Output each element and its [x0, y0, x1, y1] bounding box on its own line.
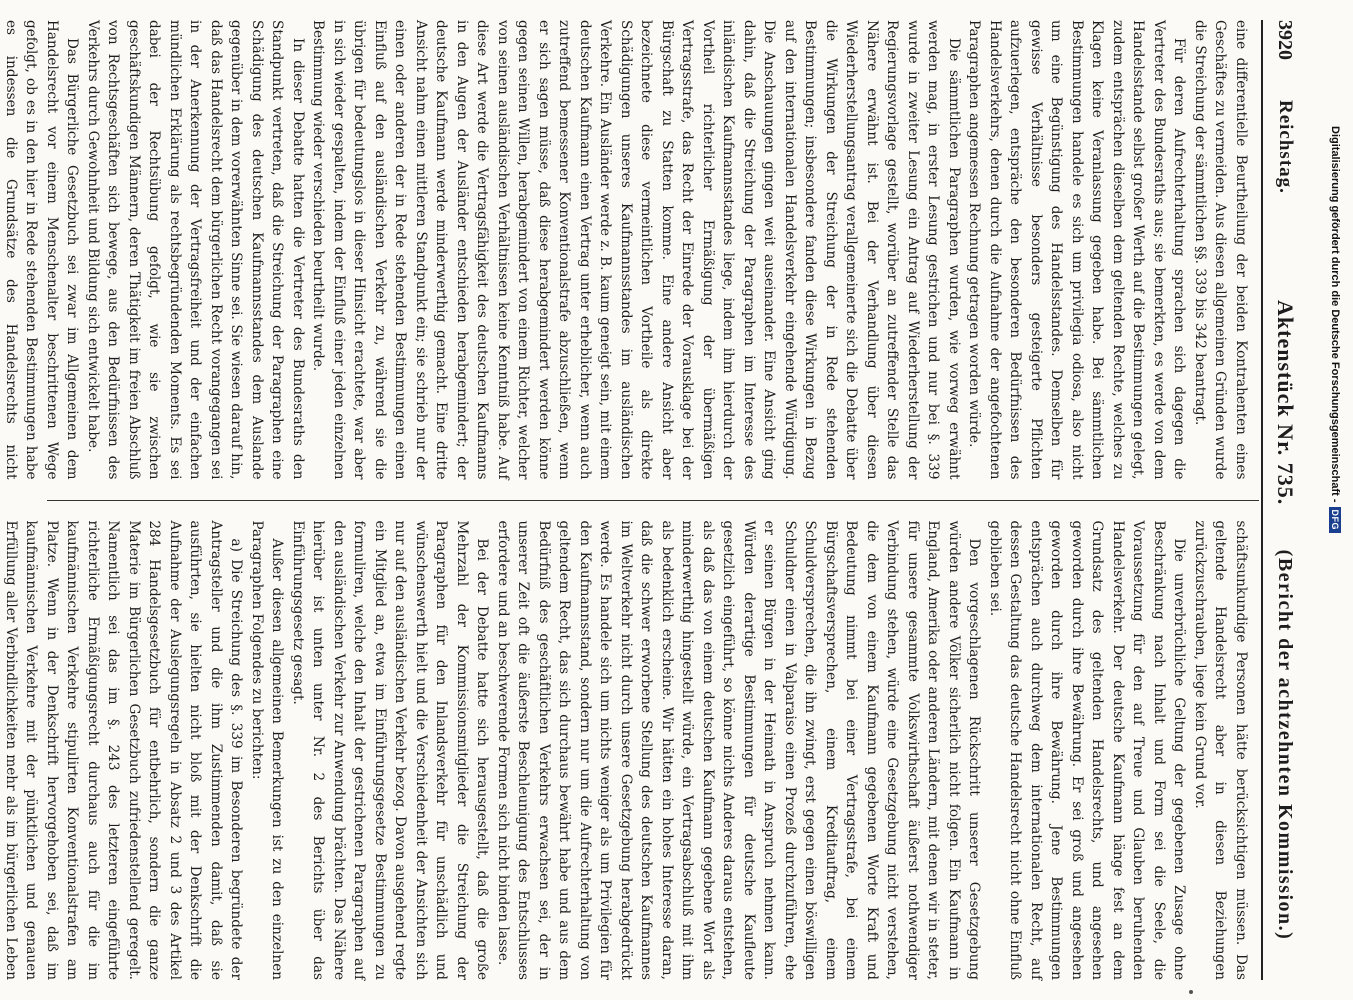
- paragraph: Den vorgeschlagenen Rückschritt unserer Gesetzgebung würden andere Völker sicherlich nicht folgen. Ein Kaufmann in England, Amerika oder anderen Ländern, mit denen wir in steter, für unsere gesammte Volkswirthschaft äußerst nothwendiger Verbindung stehen, würde eine Gesetzgebung nicht verstehen, die dem von einem Kaufmann gegebenen Worte Kraft und Bedeutung nimmt bei einer Vertragsstrafe, bei einem Bürgschaftsversprechen, einem Kreditauftrag, einem Schuldversprechen, die ihn zwingt, erst gegen einen böswilligen Schuldner einen in Valparaiso einen Prozeß durchzuführen, ehe er seinen Bürgen in der Heimath in Anspruch nehmen kann. Würden derartige Bestimmungen für deutsche Kaufleute gesetzlich eingeführt, so könne nichts Anderes daraus entstehen, als daß das von einem deutschen Kaufmann gegebene Wort als minderwerthig hingestellt würde, ein Vertragsabschluß mit ihm als bedenklich erscheine. Wir hätten ein hohes Interesse daran, daß die schwer erworbene Stellung des deutschen Kaufmannes im Weltverkehr nicht durch unsere Gesetzgebung herabgedrückt werde. Es handele sich um nichts weniger als um Privilegien für den Kaufmannsstand, sondern nur um die Aufrechterhaltung von geltendem Recht, das sich durchaus bewährt habe und aus dem Bedürfniß des geschäftlichen Verkehrs erwachsen sei, der in unserer Zeit oft die äußerste Beschleunigung des Entschlusses erfordere und an beschwerende Formen sich nicht binden lasse.: [494, 520, 982, 980]
- column-divider: [47, 500, 1259, 501]
- paragraph: In dieser Debatte hatten die Vertreter des Bundesraths den Standpunkt vertreten, daß die Streichung der Paragraphen eine Schädigung des deutschen Kaufmannsstandes dem Auslande gegenüber in dem vorerwähnten Sinne sei. Sie wiesen darauf hin, daß das Handelsrecht dem bürgerlichen Recht vorangegangen sei in der Anerkennung der Vertragsfreiheit und der einfachen mündlichen Erklärung als rechtsbegründenden Moments. Es sei dabei der Rechtsübung gefolgt, wie sie zwischen geschäftskundigen Männern, deren Thätigkeit im freien Abschluß von Rechtsgeschäften sich bewege, aus den Bedürfnissen des Verkehrs durch Gewohnheit und Bildung sich entwickelt habe.: [84, 20, 306, 480]
- paragraph: Außer diesen allgemeinen Bemerkungen ist zu den einzelnen Paragraphen Folgendes zu berichten:: [248, 520, 285, 980]
- paragraph: Die sämmtlichen Paragraphen wurden, wie vorweg erwähnt werden mag, in erster Lesung gestrichen und nur bei §. 339 wurde in zweiter Lesung ein Antrag auf Wiederherstellung der Regierungsvorlage gestellt, worüber an zutreffender Stelle das Nähere erwähnt ist. Bei der Verhandlung über diesen Wiederherstellungsantrag verallgemeinerte sich die Debatte über die Wirkungen der Streichung der in Rede stehenden Bestimmungen; insbesondere fanden diese Wirkungen in Bezug auf den internationalen Handelsverkehr eingehende Würdigung. Die Anschauungen gingen weit auseinander. Eine Ansicht ging dahin, daß die Streichung der Paragraphen im Interesse des inländischen Kaufmannsstandes liege, indem ihm hierdurch der Vortheil richterlicher Ermäßigung der übermäßigen Vertragsstrafe, das Recht der Einrede der Vorausklage bei der Bürgschaft zu Statten komme. Eine andere Ansicht aber bezeichnete diese vermeintlichen Vortheile als direkte Schädigungen unseres Kaufmannsstandes im ausländischen Verkehre. Ein Ausländer werde z. B. kaum geneigt sein, mit einem deutschen Kaufmann einen Vertrag unter erheblicher, wenn auch zutreffend bemessener Konventionalstrafe abzuschließen, wenn er sich sagen müsse, daß diese herabgemindert werden könne gegen seinen Willen, herabgemindert von einem Richter, welcher von seinen ausländischen Verhältnissen keine Kenntniß habe. Auf diese Art werde die Vertragsfähigkeit des deutschen Kaufmanns in den Augen der Ausländer entschieden herabgemindert; der deutsche Kaufmann werde minderwerthig gemacht. Eine dritte Ansicht nahm einen mittleren Standpunkt ein; sie schrieb nur der einen oder anderen der in Rede stehenden Bestimmungen einen Einfluß auf den ausländischen Verkehr zu, während sie die übrigen für bedeutungslos in dieser Hinsicht erachtete, war aber in sich wieder gespalten, indem der Einfluß einer jeden einzelnen Bestimmung wieder verschieden beurtheilt wurde.: [310, 20, 962, 480]
- page-header: [1261, 20, 1307, 980]
- document-number: Aktenstück Nr. 735.: [1272, 300, 1298, 506]
- paragraph: eine differentielle Beurtheilung der beiden Kontrahenten eines Geschäftes zu vermeiden. Aus diesen allgemeinen Gründen wurde die Streichung der sämmtlichen §§. 339 bis 342 beantragt.: [1191, 20, 1249, 480]
- paragraph: schäftsunkundige Personen hätte berücksichtigen müssen. Das geltende Handelsrecht aber in diesen Beziehungen zurückzuschrauben, liege kein Grund vor.: [1191, 520, 1249, 980]
- left-column: [2, 20, 1251, 480]
- digitization-note: [1325, 10, 1347, 990]
- page-number: 3920: [1274, 20, 1296, 60]
- right-column: [2, 520, 1251, 981]
- dfg-logo: DFG: [1329, 507, 1341, 534]
- paragraph: Bei der Debatte hatte sich herausgestellt, daß die große Mehrzahl der Kommissionsmitglieder die Streichung der Paragraphen für den Inlandsverkehr für unschädlich und wünschenswerth hielt und die Verschiedenheit der Ansichten sich nur auf den ausländischen Verkehr bezog. Davon ausgehend regte ein Mitglied an, etwa im Einführungsgesetze Bestimmungen zu formuliren, welche den Inhalt der gestrichenen Paragraphen auf den ausländischen Verkehr zur Anwendung brächten. Das Nähere hierüber ist unten unter Nr. 2 des Berichts über das Einführungsgesetz gesagt.: [289, 520, 490, 980]
- digitization-note-text: Digitalisierung gefördert durch die Deutsche Forschungsgemeinschaft -: [1329, 126, 1341, 503]
- paragraph: Das Bürgerliche Gesetzbuch sei zwar im Allgemeinen dem Handelsrecht vor einem Menschenalter beschrittenen Wege gefolgt, ob es in den hier in Rede stehenden Bestimmungen habe es indessen die Grundsätze des Handelsrechts nicht: [2, 20, 80, 480]
- running-title: Reichstag.: [1274, 100, 1296, 194]
- paragraph: a) Die Streichung des §. 339 im Besonderen begründete der Antragsteller und die ihm Zustimmenden damit, daß sie ausführten, sie hielten nicht bloß mit der Denkschrift die Aufnahme der Auslegungsregeln in Absatz 2 und 3 des Artikel 284 Handelsgesetzbuch für entbehrlich, sondern die ganze Materie im Bürgerlichen Gesetzbuch zufriedenstellend geregelt. Namentlich sei das im §. 243 des letzteren eingeführte richterliche Ermäßigungsrecht durchaus auch für die im kaufmännischen Verkehre stipulirten Konventionalstrafen am Platze. Wenn in der Denkschrift hervorgehoben sei, daß im kaufmännischen Verkehre mit der pünktlichen und genauen Erfüllung aller Verbindlichkeiten mehr als im bürgerlichen Leben: [2, 520, 244, 980]
- report-title: (Bericht der achtzehnten Kommission.): [1274, 549, 1296, 941]
- paragraph: Für deren Aufrechterhaltung sprachen sich dagegen die Vertreter des Bundesraths aus; sie bemerkten, es werde von dem Handelsstande selbst großer Werth auf die Bestimmungen gelegt, zudem entsprächen dieselben dem geltenden Rechte, welches zu Klagen keine Veranlassung gegeben habe. Bei sämmtlichen Bestimmungen handele es sich um privilegia odiosa, also nicht um eine Begünstigung des Handelsstandes. Demselben für gewisse Verhältnisse besonders gesteigerte Pflichten aufzuerlegen, entspräche den besonderen Bedürfnissen des Handelsverkehrs, denen durch die Aufnahme der angefochtenen Paragraphen angemessen Rechnung getragen worden würde.: [966, 20, 1187, 480]
- paragraph: Die unverbrüchliche Geltung der gegebenen Zusage ohne Beschränkung nach Inhalt und Form sei die Seele, die Voraussetzung für den auf Treue und Glauben beruhenden Handelsverkehr. Der deutsche Kaufmann hänge fest an dem Grundsatz des geltenden Handelsrechts, und angesehen geworden durch ihre Bewährung. Er sei groß und angesehen geworden durch ihre Bewährung. Jene Bestimmungen entsprächen auch durchweg dem internationalen Recht, auf dessen Gestaltung das deutsche Handelsrecht nicht ohne Einfluß geblieben sei.: [986, 520, 1187, 980]
- text-columns: [2, 20, 1251, 980]
- scan-speck: [1189, 990, 1193, 994]
- document-page: [2, 20, 1307, 980]
